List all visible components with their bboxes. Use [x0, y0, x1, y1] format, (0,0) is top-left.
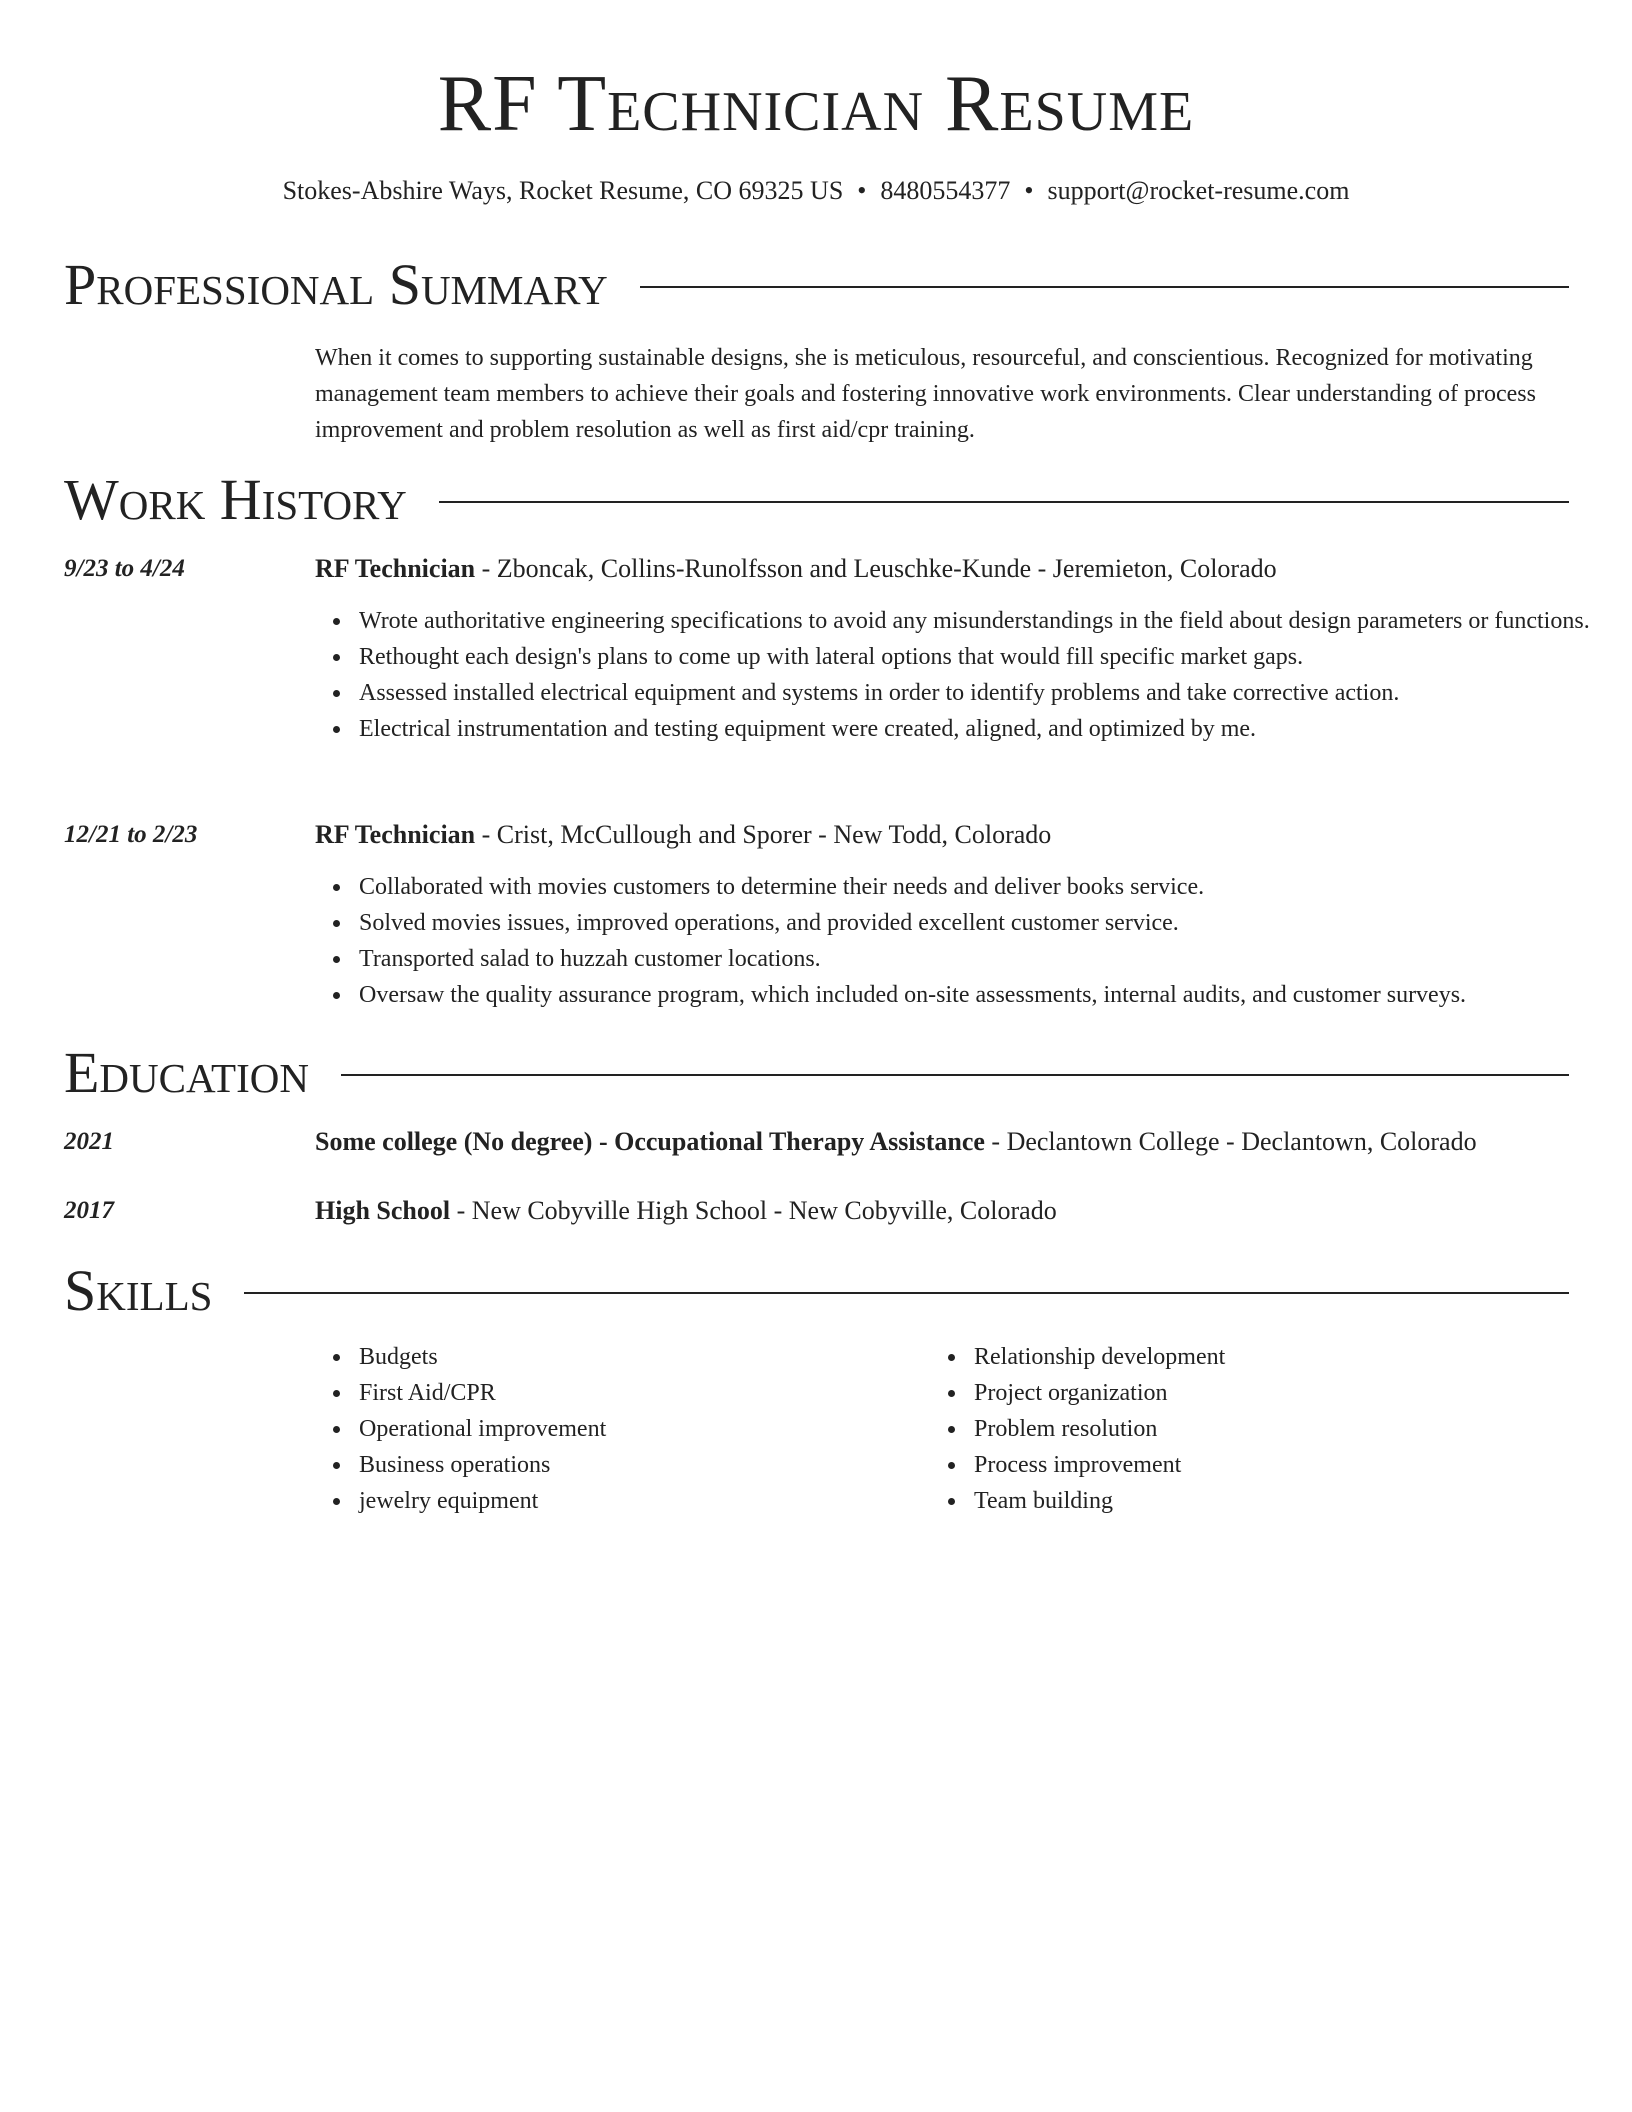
skill-item: Business operations	[359, 1447, 919, 1483]
job-dates: 9/23 to 4/24	[64, 555, 185, 582]
job-title: RF Technician	[315, 554, 476, 583]
job-dates: 12/21 to 2/23	[64, 821, 198, 848]
skill-item: Project organization	[974, 1375, 1574, 1411]
skill-item: Problem resolution	[974, 1411, 1574, 1447]
list-item: Oversaw the quality assurance program, which included on-site assessments, internal audits, and customer surveys.	[359, 977, 1609, 1013]
list-item: Wrote authoritative engineering specifications to avoid any misunderstandings in the field about design parameters or functions.	[359, 603, 1609, 639]
list-item: Electrical instrumentation and testing equipment were created, aligned, and optimized by me.	[359, 711, 1609, 747]
skill-item: Budgets	[359, 1339, 919, 1375]
skills-list-left	[315, 1339, 919, 1519]
job-heading	[315, 818, 1575, 852]
summary-text: When it comes to supporting sustainable designs, she is meticulous, resourceful, and conscientious. Recognized for motivating management team members to achieve their goals and fostering innovative work environments. Clear understanding of process improvement and problem resolution as well as first aid/cpr training.	[315, 345, 1536, 443]
list-item: Solved movies issues, improved operations, and provided excellent customer service.	[359, 905, 1609, 941]
skill-item: Relationship development	[974, 1339, 1574, 1375]
list-item: Transported salad to huzzah customer locations.	[359, 941, 1609, 977]
job-details: - Crist, McCullough and Sporer - New Todd, Colorado	[475, 820, 1052, 849]
education-year: 2017	[64, 1197, 114, 1224]
contact-separator: •	[1024, 176, 1034, 205]
contact-separator: •	[857, 176, 867, 205]
skill-item: Team building	[974, 1483, 1574, 1519]
skills-list-right	[930, 1339, 1574, 1519]
section-divider	[439, 501, 1569, 503]
job-heading	[315, 552, 1575, 586]
education-heading	[315, 1194, 1575, 1228]
job-title: RF Technician	[315, 820, 476, 849]
education-details: - Declantown College - Declantown, Colorado	[984, 1127, 1477, 1156]
job-details: - Zboncak, Collins-Runolfsson and Leuschke-Kunde - Jeremieton, Colorado	[475, 554, 1277, 583]
list-item: Rethought each design's plans to come up with lateral options that would fill specific market gaps.	[359, 639, 1609, 675]
section-education-header	[64, 1038, 1569, 1108]
contact-address: Stokes-Abshire Ways, Rocket Resume, CO 69325 US	[282, 176, 844, 205]
contact-line	[0, 175, 1632, 207]
list-item: Collaborated with movies customers to determine their needs and deliver books service.	[359, 869, 1609, 905]
education-details: - New Cobyville High School - New Cobyville, Colorado	[450, 1196, 1057, 1225]
education-degree: High School	[315, 1196, 451, 1225]
skill-item: jewelry equipment	[359, 1483, 919, 1519]
section-divider	[244, 1292, 1569, 1294]
education-degree: Some college (No degree) - Occupational Therapy Assistance	[315, 1127, 985, 1156]
section-divider	[341, 1074, 1569, 1076]
skill-item: First Aid/CPR	[359, 1375, 919, 1411]
education-year: 2021	[64, 1128, 114, 1155]
job-bullets	[315, 603, 1609, 747]
contact-phone[interactable]: 8480554377	[880, 176, 1011, 205]
section-title: Professional Summary	[64, 252, 608, 317]
skill-item: Operational improvement	[359, 1411, 919, 1447]
section-skills-header	[64, 1256, 1569, 1326]
job-bullets	[315, 869, 1609, 1013]
section-title: Skills	[64, 1258, 213, 1323]
section-title: Education	[64, 1040, 309, 1105]
resume-title: RF Technician Resume	[437, 60, 1195, 148]
section-title: Work History	[64, 467, 407, 532]
education-heading	[315, 1125, 1575, 1159]
skill-item: Process improvement	[974, 1447, 1574, 1483]
section-divider	[640, 286, 1569, 288]
section-summary-header	[64, 250, 1569, 320]
contact-email[interactable]: support@rocket-resume.com	[1047, 176, 1350, 205]
section-work-history-header	[64, 465, 1569, 535]
list-item: Assessed installed electrical equipment and systems in order to identify problems and take corrective action.	[359, 675, 1609, 711]
